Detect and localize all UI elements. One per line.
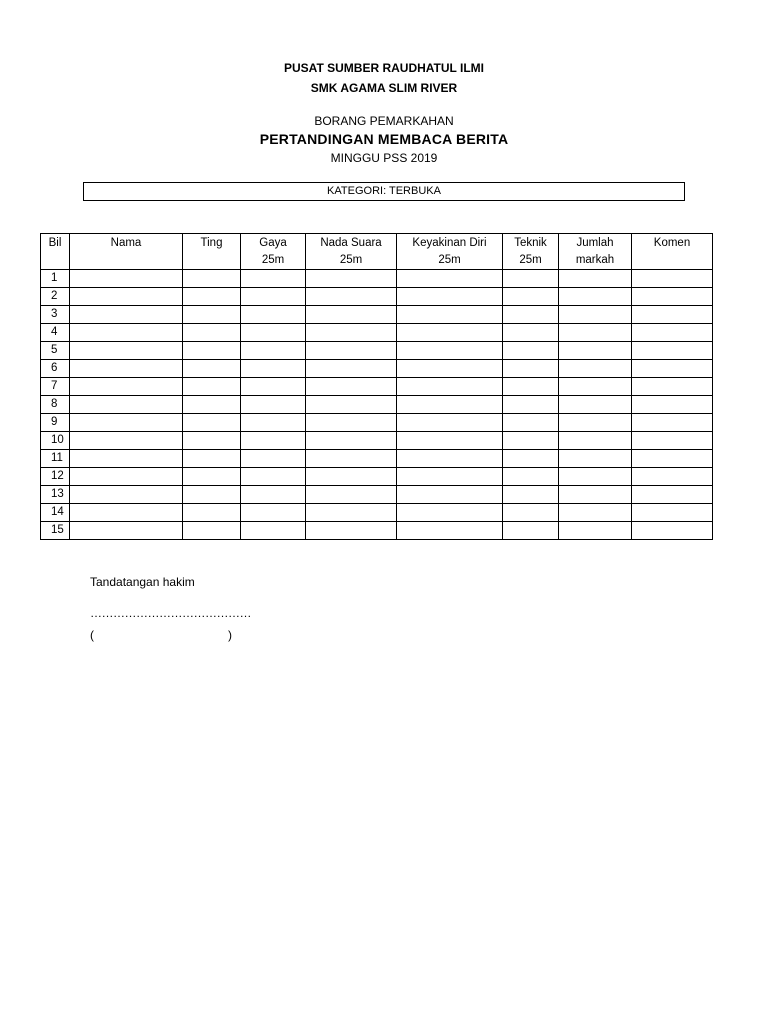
blank-cell bbox=[397, 468, 503, 486]
blank-cell bbox=[503, 342, 559, 360]
column-header-sublabel: markah bbox=[575, 254, 615, 266]
blank-cell bbox=[632, 288, 713, 306]
column-header-label: Nama bbox=[110, 237, 142, 249]
blank-cell bbox=[241, 396, 306, 414]
column-header bbox=[41, 234, 70, 270]
column-header-sublabel: 25m bbox=[261, 254, 285, 266]
blank-cell bbox=[183, 396, 241, 414]
blank-cell bbox=[70, 486, 183, 504]
table-header-row bbox=[41, 234, 713, 270]
table-row bbox=[41, 342, 713, 360]
blank-cell bbox=[559, 306, 632, 324]
table-row bbox=[41, 504, 713, 522]
column-header bbox=[306, 234, 397, 270]
blank-cell bbox=[632, 486, 713, 504]
blank-cell bbox=[503, 396, 559, 414]
blank-cell bbox=[241, 504, 306, 522]
table-row bbox=[41, 486, 713, 504]
category-label: KATEGORI: TERBUKA bbox=[327, 185, 441, 197]
blank-cell bbox=[306, 342, 397, 360]
blank-cell bbox=[503, 432, 559, 450]
blank-cell bbox=[306, 414, 397, 432]
blank-cell bbox=[632, 306, 713, 324]
blank-cell bbox=[503, 414, 559, 432]
blank-cell bbox=[70, 504, 183, 522]
blank-cell bbox=[397, 360, 503, 378]
table-row bbox=[41, 396, 713, 414]
column-header bbox=[70, 234, 183, 270]
blank-cell bbox=[397, 450, 503, 468]
signature-label: Tandatangan hakim bbox=[90, 575, 195, 589]
category-box bbox=[83, 182, 685, 201]
blank-cell bbox=[397, 486, 503, 504]
blank-cell bbox=[241, 468, 306, 486]
column-header bbox=[241, 234, 306, 270]
blank-cell bbox=[183, 306, 241, 324]
blank-cell bbox=[632, 360, 713, 378]
row-number: 6 bbox=[41, 360, 70, 378]
blank-cell bbox=[503, 450, 559, 468]
blank-cell bbox=[306, 522, 397, 540]
blank-cell bbox=[306, 432, 397, 450]
blank-cell bbox=[183, 360, 241, 378]
blank-cell bbox=[632, 342, 713, 360]
blank-cell bbox=[306, 288, 397, 306]
blank-cell bbox=[183, 342, 241, 360]
blank-cell bbox=[397, 432, 503, 450]
blank-cell bbox=[70, 342, 183, 360]
blank-cell bbox=[70, 450, 183, 468]
table-row bbox=[41, 306, 713, 324]
row-number: 9 bbox=[41, 414, 70, 432]
blank-cell bbox=[397, 522, 503, 540]
blank-cell bbox=[241, 486, 306, 504]
blank-cell bbox=[306, 396, 397, 414]
blank-cell bbox=[183, 450, 241, 468]
blank-cell bbox=[559, 432, 632, 450]
page-title: PERTANDINGAN MEMBACA BERITA bbox=[259, 131, 509, 147]
blank-cell bbox=[306, 378, 397, 396]
column-header-label: Komen bbox=[653, 237, 691, 249]
table-row bbox=[41, 288, 713, 306]
blank-cell bbox=[241, 522, 306, 540]
blank-cell bbox=[503, 324, 559, 342]
blank-cell bbox=[70, 396, 183, 414]
blank-cell bbox=[306, 306, 397, 324]
blank-cell bbox=[632, 270, 713, 288]
column-header bbox=[183, 234, 241, 270]
blank-cell bbox=[241, 414, 306, 432]
blank-cell bbox=[632, 324, 713, 342]
table-row bbox=[41, 270, 713, 288]
score-table bbox=[40, 233, 713, 540]
blank-cell bbox=[306, 270, 397, 288]
blank-cell bbox=[183, 270, 241, 288]
column-header-label: Bil bbox=[48, 237, 62, 249]
table-body bbox=[41, 270, 713, 540]
row-number: 13 bbox=[41, 486, 70, 504]
blank-cell bbox=[632, 396, 713, 414]
blank-cell bbox=[183, 378, 241, 396]
blank-cell bbox=[241, 378, 306, 396]
table-row bbox=[41, 360, 713, 378]
blank-cell bbox=[503, 306, 559, 324]
blank-cell bbox=[241, 342, 306, 360]
column-header-label: Nada Suara bbox=[320, 237, 382, 249]
blank-cell bbox=[397, 396, 503, 414]
blank-cell bbox=[503, 288, 559, 306]
column-header-label: Gaya bbox=[259, 237, 287, 249]
column-header-sublabel: 25m bbox=[519, 254, 542, 266]
blank-cell bbox=[503, 504, 559, 522]
row-number: 12 bbox=[41, 468, 70, 486]
blank-cell bbox=[183, 432, 241, 450]
blank-cell bbox=[241, 270, 306, 288]
blank-cell bbox=[397, 378, 503, 396]
blank-cell bbox=[306, 468, 397, 486]
blank-cell bbox=[183, 486, 241, 504]
row-number: 8 bbox=[41, 396, 70, 414]
blank-cell bbox=[559, 522, 632, 540]
blank-cell bbox=[70, 468, 183, 486]
week-subtitle: MINGGU PSS 2019 bbox=[330, 151, 438, 165]
column-header-sublabel: 25m bbox=[339, 254, 363, 266]
blank-cell bbox=[306, 504, 397, 522]
blank-cell bbox=[397, 342, 503, 360]
column-header-label: Jumlah bbox=[576, 237, 614, 249]
school-name: SMK AGAMA SLIM RIVER bbox=[310, 81, 458, 95]
close-bracket: ) bbox=[228, 628, 232, 642]
blank-cell bbox=[70, 432, 183, 450]
blank-cell bbox=[632, 522, 713, 540]
column-header-label: Ting bbox=[200, 237, 223, 249]
blank-cell bbox=[241, 450, 306, 468]
row-number: 4 bbox=[41, 324, 70, 342]
blank-cell bbox=[559, 270, 632, 288]
organization-name: PUSAT SUMBER RAUDHATUL ILMI bbox=[284, 61, 484, 75]
blank-cell bbox=[70, 288, 183, 306]
signature-line: …………………………………… bbox=[90, 606, 251, 620]
blank-cell bbox=[632, 432, 713, 450]
blank-cell bbox=[306, 360, 397, 378]
blank-cell bbox=[559, 342, 632, 360]
row-number: 5 bbox=[41, 342, 70, 360]
blank-cell bbox=[503, 486, 559, 504]
column-header-sublabel: 25m bbox=[438, 254, 461, 266]
blank-cell bbox=[559, 378, 632, 396]
table-row bbox=[41, 468, 713, 486]
blank-cell bbox=[503, 378, 559, 396]
blank-cell bbox=[503, 270, 559, 288]
blank-cell bbox=[397, 288, 503, 306]
blank-cell bbox=[306, 324, 397, 342]
row-number: 1 bbox=[41, 270, 70, 288]
blank-cell bbox=[70, 378, 183, 396]
blank-cell bbox=[397, 306, 503, 324]
column-header-label: Keyakinan Diri bbox=[412, 237, 487, 249]
blank-cell bbox=[183, 324, 241, 342]
row-number: 11 bbox=[41, 450, 70, 468]
row-number: 7 bbox=[41, 378, 70, 396]
blank-cell bbox=[632, 468, 713, 486]
row-number: 14 bbox=[41, 504, 70, 522]
blank-cell bbox=[70, 324, 183, 342]
table-row bbox=[41, 432, 713, 450]
blank-cell bbox=[70, 522, 183, 540]
blank-cell bbox=[559, 324, 632, 342]
column-header bbox=[559, 234, 632, 270]
blank-cell bbox=[241, 306, 306, 324]
blank-cell bbox=[559, 396, 632, 414]
table-row bbox=[41, 450, 713, 468]
blank-cell bbox=[397, 324, 503, 342]
blank-cell bbox=[183, 414, 241, 432]
blank-cell bbox=[559, 504, 632, 522]
blank-cell bbox=[559, 468, 632, 486]
column-header bbox=[397, 234, 503, 270]
blank-cell bbox=[503, 360, 559, 378]
blank-cell bbox=[241, 360, 306, 378]
row-number: 2 bbox=[41, 288, 70, 306]
blank-cell bbox=[70, 306, 183, 324]
blank-cell bbox=[632, 450, 713, 468]
blank-cell bbox=[559, 360, 632, 378]
blank-cell bbox=[241, 324, 306, 342]
blank-cell bbox=[397, 270, 503, 288]
blank-cell bbox=[397, 504, 503, 522]
table-row bbox=[41, 414, 713, 432]
blank-cell bbox=[306, 486, 397, 504]
blank-cell bbox=[559, 288, 632, 306]
blank-cell bbox=[183, 468, 241, 486]
column-header-label: Teknik bbox=[514, 237, 547, 249]
table-row bbox=[41, 324, 713, 342]
blank-cell bbox=[183, 522, 241, 540]
blank-cell bbox=[241, 432, 306, 450]
column-header bbox=[632, 234, 713, 270]
blank-cell bbox=[397, 414, 503, 432]
open-bracket: ( bbox=[90, 628, 94, 642]
table-row bbox=[41, 378, 713, 396]
blank-cell bbox=[306, 450, 397, 468]
blank-cell bbox=[183, 504, 241, 522]
blank-cell bbox=[632, 378, 713, 396]
blank-cell bbox=[70, 270, 183, 288]
blank-cell bbox=[503, 468, 559, 486]
blank-cell bbox=[183, 288, 241, 306]
column-header bbox=[503, 234, 559, 270]
blank-cell bbox=[632, 504, 713, 522]
blank-cell bbox=[503, 522, 559, 540]
form-name: BORANG PEMARKAHAN bbox=[314, 114, 454, 128]
blank-cell bbox=[559, 450, 632, 468]
blank-cell bbox=[632, 414, 713, 432]
table-row bbox=[41, 522, 713, 540]
row-number: 15 bbox=[41, 522, 70, 540]
blank-cell bbox=[559, 414, 632, 432]
blank-cell bbox=[241, 288, 306, 306]
blank-cell bbox=[70, 360, 183, 378]
blank-cell bbox=[559, 486, 632, 504]
row-number: 10 bbox=[41, 432, 70, 450]
blank-cell bbox=[70, 414, 183, 432]
row-number: 3 bbox=[41, 306, 70, 324]
